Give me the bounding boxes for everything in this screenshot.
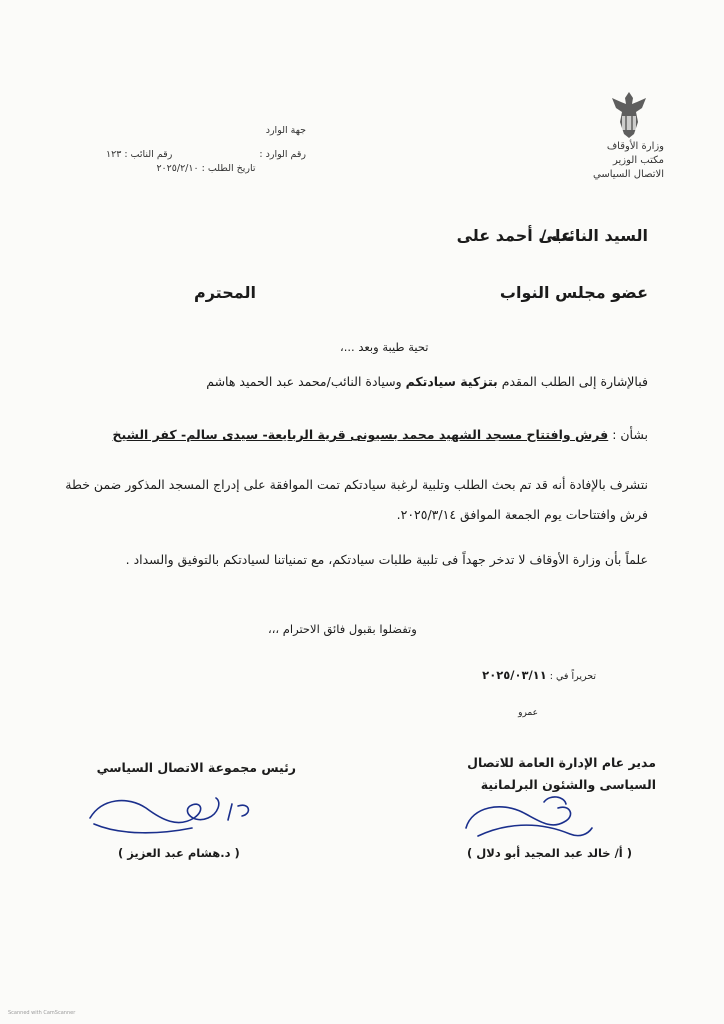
ministry-line-3: الاتصال السياسي xyxy=(593,169,664,180)
right-signatory-name: ( أ/ خالد عبد المجيد أبو دلال ) xyxy=(467,846,632,860)
dated-prefix: تحريراً في : xyxy=(546,671,596,682)
para1-emphasis: بتزكية سيادتكم xyxy=(405,374,498,389)
honorific: المحترم xyxy=(194,283,256,302)
greeting: تحية طيبة وبعد ...، xyxy=(340,340,429,354)
closing: وتفضلوا بقبول فائق الاحترام ،،، xyxy=(268,622,417,636)
ministry-letterhead xyxy=(564,140,664,182)
egypt-eagle-emblem-icon xyxy=(606,88,652,140)
dated-line xyxy=(482,668,596,682)
subject-text: فرش وافتتاح مسجد الشهيد محمد بسيونى قرية الربايعة- سيدى سالم- كفر الشيخ xyxy=(112,427,609,442)
subject-prefix: بشأن : xyxy=(608,427,648,442)
paragraph-note: علماً بأن وزارة الأوقاف لا تدخر جهداً فى تلبية طلبات سيادتكم، مع تمنياتنا لسيادتكم بالتوفيق والسداد . xyxy=(125,552,648,567)
left-signatory-name: ( د.هشام عبد العزيز ) xyxy=(118,846,240,860)
para1-start: فبالإشارة إلى الطلب المقدم xyxy=(497,374,648,389)
left-signatory-title: رئيس مجموعة الاتصال السياسي xyxy=(96,760,296,775)
paragraph-subject xyxy=(48,420,648,450)
right-signature-scrawl xyxy=(452,790,602,846)
paragraph-approval: نتشرف بالإفادة أنه قد تم بحث الطلب وتلبية لرغبة سيادتكم تمت الموافقة على إدراج المسجد المذكور ضمن خطة فرش وافتتاحات يوم الجمعة الموافق ٢٠٢٥/٣/١٤. xyxy=(65,477,648,522)
ministry-line-2: مكتب الوزير xyxy=(612,155,664,166)
reference-box xyxy=(106,124,306,176)
request-date: تاريخ الطلب : ٢٠٢٥/٢/١٠ xyxy=(156,163,256,174)
source-label: جهة الوارد xyxy=(265,125,306,136)
addressee-name: على أحمد على xyxy=(456,226,572,245)
left-signature-scrawl xyxy=(82,784,272,844)
ministry-line-1: وزارة الأوقاف xyxy=(606,141,664,152)
addressee-role: عضو مجلس النواب xyxy=(499,283,648,302)
reference-row xyxy=(106,148,306,162)
addressee-title: السيد النائب / xyxy=(540,226,648,245)
paragraph-reference xyxy=(48,367,648,397)
incoming-number-label: رقم الوارد : xyxy=(259,149,306,160)
confirmation-mark: عمرو xyxy=(518,708,538,718)
para1-end: وسيادة النائب/محمد عبد الحميد هاشم xyxy=(206,374,406,389)
right-title-line-1: مدير عام الإدارة العامة للاتصال xyxy=(467,755,656,770)
scanner-watermark: Scanned with CamScanner xyxy=(8,1010,76,1016)
dated-value: ٢٠٢٥/٠٣/١١ xyxy=(482,668,547,682)
right-title-line-2: السياسى والشئون البرلمانية xyxy=(480,777,656,792)
mp-number: رقم النائب : ١٢٣ xyxy=(106,149,173,160)
